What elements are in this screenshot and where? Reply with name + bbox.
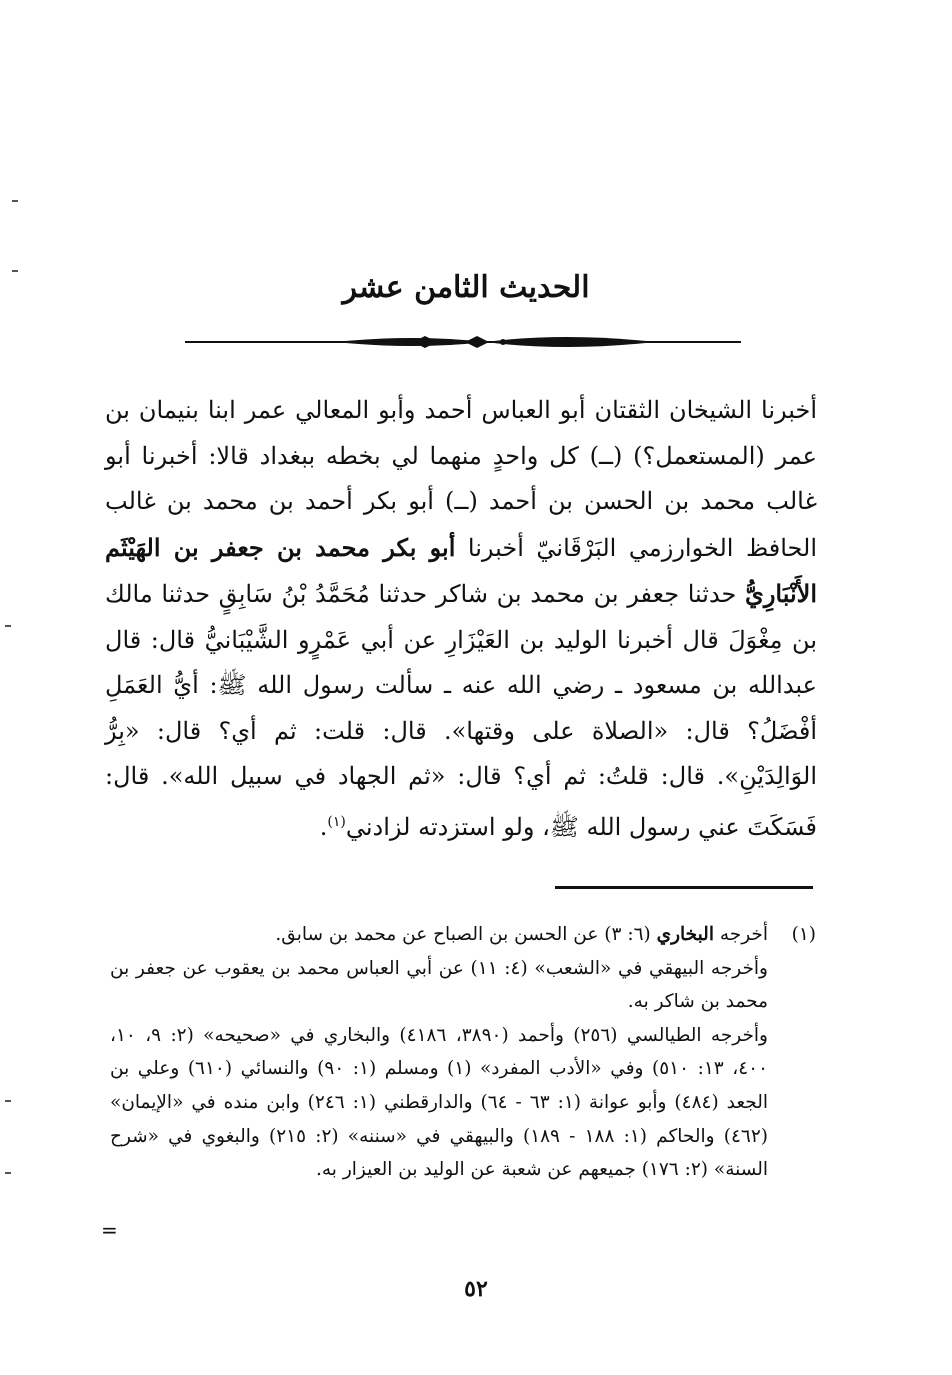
page-number: ٥٢ xyxy=(464,1276,488,1302)
scan-margin-mark xyxy=(12,200,18,202)
scan-margin-mark xyxy=(12,270,18,272)
isnad-text: أخبرنا الشيخان الثقتان أبو العباس أحمد وأبو المعالي عمر ابنا بنيمان بن عمر (المستعمل؟) (ــ) كل واحدٍ منهما لي بخطه ببغداد قالا: أخبرنا أبو غالب محمد بن الحسن بن أحمد (ــ) أبو بكر أحمد بن محمد بن غالب الحافظ الخوارزمي البَرْقَانيّ أخبرنا xyxy=(105,396,818,562)
footnote-line-1 xyxy=(110,918,768,952)
narrator-name-bold: أبو بكر محمد بن جعفر بن الهَيْثَم الأَنْبَارِيُّ xyxy=(105,532,817,608)
footnotes-section xyxy=(110,918,816,1187)
footnote-paragraph-2: وأخرجه البيهقي في «الشعب» (٤: ١١) عن أبي العباس محمد بن يعقوب عن جعفر بن محمد بن شاكر به. xyxy=(110,957,768,1013)
footnote-reference[interactable]: (١) xyxy=(327,813,346,830)
continuation-mark: = xyxy=(101,1218,118,1242)
hadith-paragraph xyxy=(105,388,817,850)
matn-text: حدثنا جعفر بن محمد بن شاكر حدثنا مُحَمَّدُ بْنُ سَابِقٍ حدثنا مالك بن مِغْوَلَ قال أخبرنا الوليد بن العَيْزَارِ عن أبي عَمْرٍو الشَّيْبَانيُّ قال: قال عبدالله بن مسعود ـ رضي الله عنه ـ سألت رسول الله ﷺ: أيُّ العَمَلِ أفْضَلُ؟ قال: «الصلاة على وقتها». قال: قلت: ثم أي؟ قال: «بِرُّ الوَالِدَيْنِ». قال: قلتُ: ثم أي؟ قال: «ثم الجهاد في سبيل الله». قال: فَسَكَتَ عني رسول الله ﷺ، ولو استزدته لزادني xyxy=(105,580,818,841)
chapter-title-text: الحديث الثامن عشر xyxy=(342,270,590,305)
hadith-text xyxy=(105,388,817,850)
scan-margin-mark xyxy=(5,1172,11,1174)
scan-margin-mark xyxy=(5,625,11,627)
footnote-source-bold: البخاري xyxy=(656,924,714,945)
footnote-separator xyxy=(555,886,813,889)
footnote-paragraph-3: وأخرجه الطيالسي (٢٥٦) وأحمد (٣٨٩٠، ٤١٨٦) والبخاري في «صحيحه» (٢: ٩، ١٠، ٤٠٠، ١٣: ٥١٠) وفي «الأدب المفرد» (١) ومسلم (١: ٩٠) والنسائي (٦١٠) وعلي بن الجعد (٤٨٤) وأبو عوانة (١: ٦٣ - ٦٤) والدارقطني (١: ٢٤٦) وابن منده في «الإيمان» (٤٦٢) والحاكم (١: ١٨٨ - ١٨٩) والبيهقي في «سننه» (٢: ٢١٥) والبغوي في «شرح السنة» (٢: ١٧٦) جميعهم عن شعبة عن الوليد بن العيزار به. xyxy=(110,1024,769,1181)
footnote-item xyxy=(110,918,816,1187)
title-ornament-divider xyxy=(185,330,741,354)
footnote-text: (٦: ٣) عن الحسن بن الصباح عن محمد بن سابق. xyxy=(275,924,657,945)
scan-margin-mark xyxy=(5,1100,11,1102)
footnote-body xyxy=(110,918,768,1187)
footnote-number: (١) xyxy=(791,924,816,945)
footnote-text: أخرجه xyxy=(713,924,768,945)
sentence-end: . xyxy=(319,812,328,841)
chapter-title xyxy=(0,270,952,305)
